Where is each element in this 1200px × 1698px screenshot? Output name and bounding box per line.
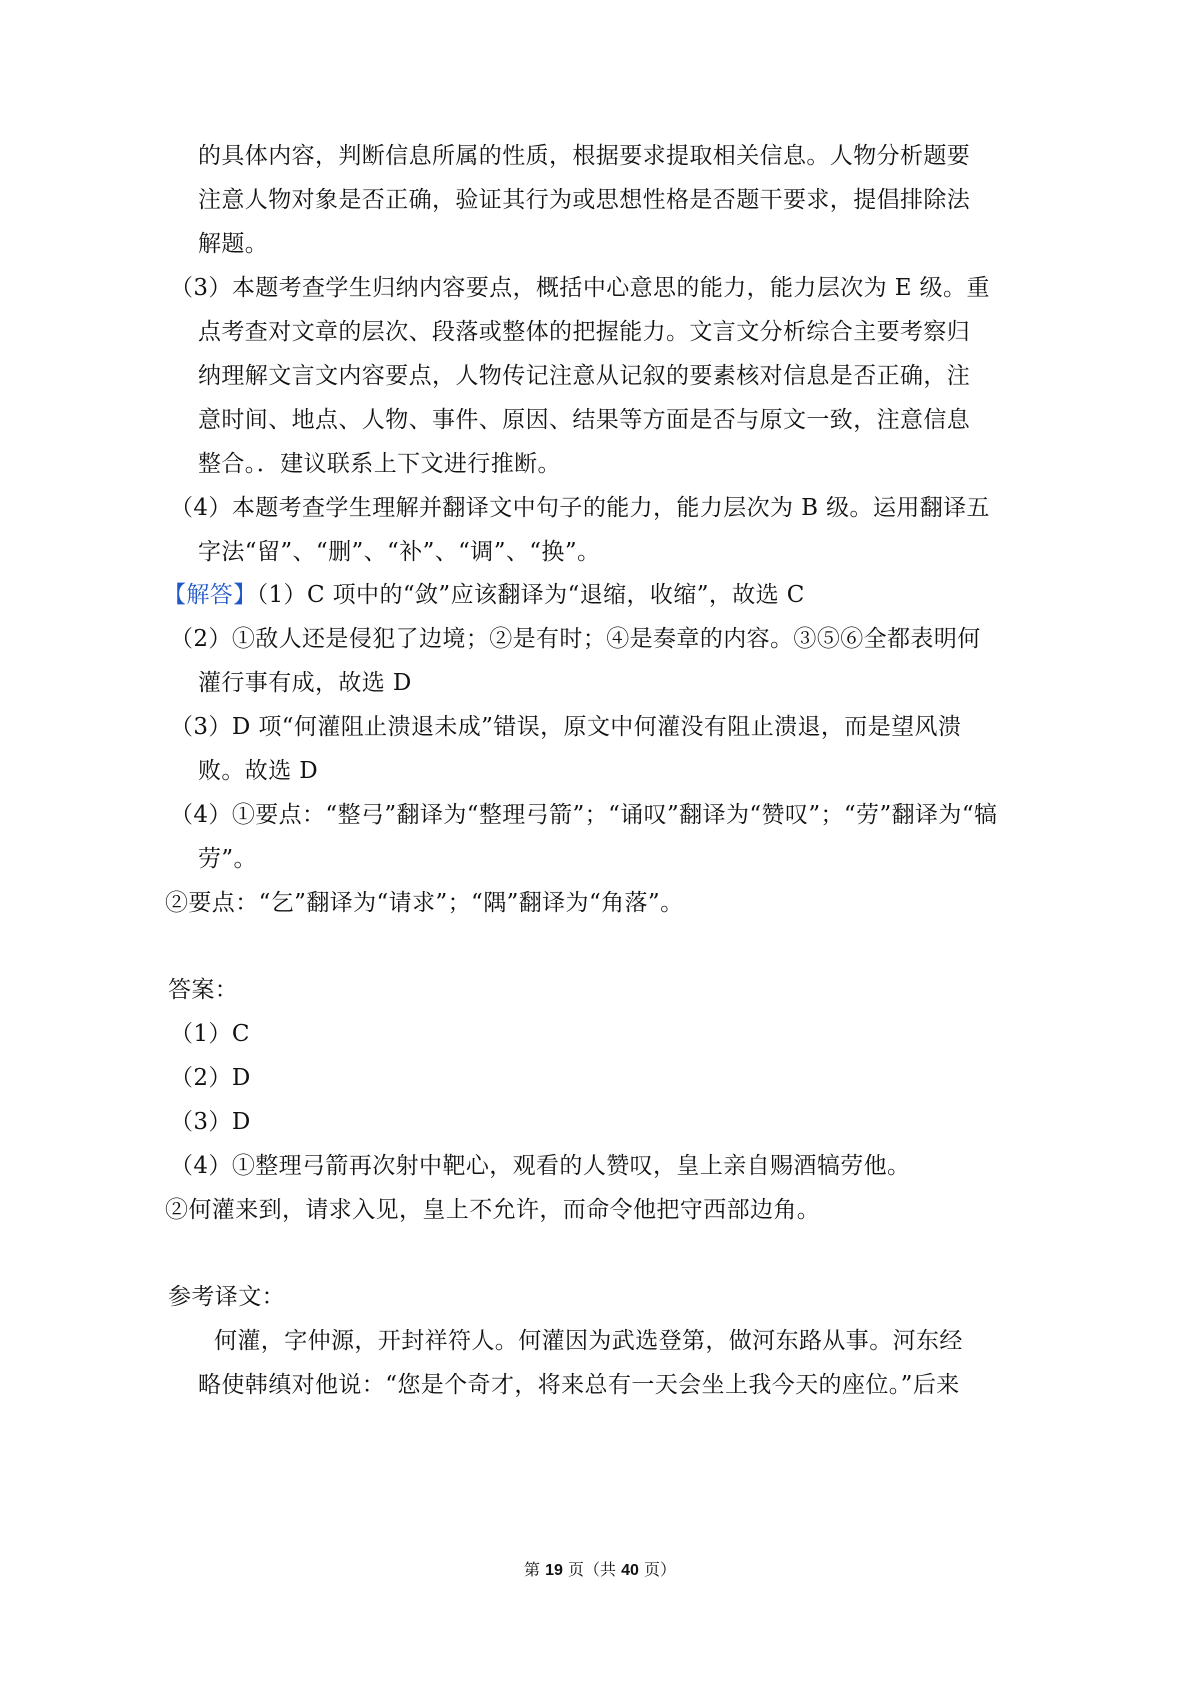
answer-item: （3）D	[170, 1109, 251, 1135]
total-pages: 40	[621, 1562, 639, 1579]
analysis-line: 整合。．建议联系上下文进行推断。	[198, 451, 561, 477]
solution-line: 灌行事有成，故选 D	[198, 670, 412, 696]
footer-suffix: 页）	[643, 1560, 676, 1579]
analysis-line: 意时间、地点、人物、事件、原因、结果等方面是否与原文一致，注意信息	[198, 407, 971, 433]
analysis-line: 的具体内容，判断信息所属的性质，根据要求提取相关信息。人物分析题要	[198, 143, 971, 169]
footer-prefix: 第	[523, 1560, 540, 1579]
answer-item: （1）C	[170, 1021, 250, 1047]
solution-line: （2）①敌人还是侵犯了边境；②是有时；④是奏章的内容。③⑤⑥全都表明何	[170, 626, 981, 652]
page-number: 19	[545, 1562, 563, 1579]
answer-item: （2）D	[170, 1065, 251, 1091]
solution-line: 败。故选 D	[198, 758, 319, 784]
analysis-line: 字法“留”、“删”、“补”、“调”、“换”。	[198, 539, 601, 565]
answer-item: ②何灌来到，请求入见，皇上不允许，而命令他把守西部边角。	[165, 1197, 821, 1223]
page-footer	[0, 1557, 1200, 1580]
footer-mid: 页（共	[567, 1560, 616, 1579]
answer-item: （4）①整理弓箭再次射中靶心，观看的人赞叹，皇上亲自赐酒犒劳他。	[170, 1153, 911, 1179]
translation-heading: 参考译文：	[168, 1284, 285, 1310]
solution-line: （3）D 项“何灌阻止溃退未成”错误，原文中何灌没有阻止溃退，而是望风溃	[170, 714, 962, 740]
analysis-line: 解题。	[198, 231, 269, 257]
translation-line: 何灌，字仲源，开封祥符人。何灌因为武选登第，做河东路从事。河东经	[214, 1328, 963, 1354]
solution-line: （4）①要点：“整弓”翻译为“整理弓箭”；“诵叹”翻译为“赞叹”；“劳”翻译为“犒	[170, 802, 998, 828]
solution-line: 劳”。	[198, 846, 257, 872]
analysis-line: （4）本题考查学生理解并翻译文中句子的能力，能力层次为 B 级。运用翻译五	[170, 495, 990, 521]
translation-line: 略使韩缜对他说：“您是个奇才，将来总有一天会坐上我今天的座位。”后来	[198, 1372, 960, 1398]
answers-heading: 答案：	[168, 977, 239, 1003]
analysis-line: 点考查对文章的层次、段落或整体的把握能力。文言文分析综合主要考察归	[198, 319, 971, 345]
analysis-line: 纳理解文言文内容要点，人物传记注意从记叙的要素核对信息是否正确，注	[198, 363, 971, 389]
analysis-line: 注意人物对象是否正确，验证其行为或思想性格是否题干要求，提倡排除法	[198, 187, 971, 213]
solution-item-1: （1）C 项中的“敛”应该翻译为“退缩，收缩”，故选 C	[256, 582, 805, 608]
solution-tag: 【解答】	[163, 582, 257, 608]
solution-line: ②要点：“乞”翻译为“请求”；“隅”翻译为“角落”。	[165, 890, 684, 916]
analysis-line: （3）本题考查学生归纳内容要点，概括中心意思的能力，能力层次为 E 级。重	[170, 275, 990, 301]
solution-line	[163, 580, 1200, 610]
